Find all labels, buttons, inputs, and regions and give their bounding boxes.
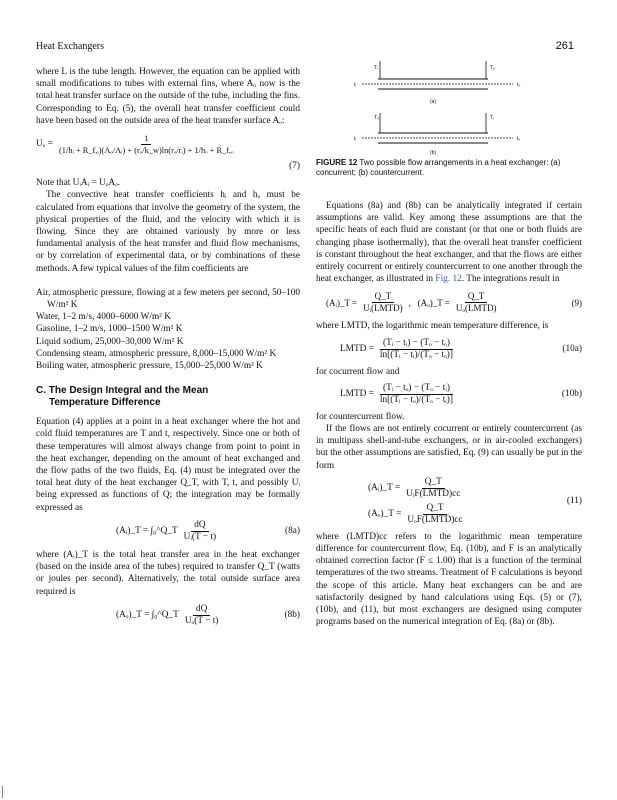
denominator: ln[(Tᵢ − tₒ)/(Tₒ − tᵢ)] <box>379 394 454 405</box>
label-a: (a) <box>430 99 437 105</box>
paragraph: where (LMTD)cc refers to the logarithmic mean temperature difference for countercurrent flow, Eq. (10b), and F is an analytically obtained correction factor (F ≤ 1.00) that is a function of the terminal temperatures of the two streams. Treatment of F calculations is beyond the scope of this article. Many heat exchangers can be and are satisfactorily designed by hand calculations using Eqs. (5) or (7), (10b), and (11), but most exchangers are designed using computer programs based on the numerical integration of Eq. (8a) or (8b). <box>316 531 582 628</box>
text: Equations (8a) and (8b) can be analytically integrated if certain assumptions are valid. Key among these assumptions are that the specific heats of each fluid are constant (or that one or both fluids are changing phase isothermally), that the overall heat transfer coefficient is constant throughout the heat exchanger, and that the flows are either entirely cocurrent or entirely countercurrent to one another through the heat exchanger, as illustrated in <box>316 201 582 285</box>
equation-lhs: (Aₒ)_T = <box>368 509 402 520</box>
denominator: Uₒ(LMTD) <box>455 303 497 314</box>
margin-mark <box>2 786 3 798</box>
numerator: dQ <box>191 520 208 532</box>
paragraph: Note that UᵢAᵢ = UₒAₒ. <box>36 178 121 189</box>
numerator: dQ <box>193 604 210 616</box>
equation-8a <box>36 520 300 543</box>
paragraph: Equation (4) applies at a point in a heat exchanger where the hot and cold fluid temperatures are T and t, respectively. Since one or both of these temperatures will almost always change from point to point in the heat exchanger, depending on the amount of heat exchanged and the flow paths of the two fluids, Eq. (4) must be integrated over the total heat duty of the heat exchanger Q_T, with T, t, and possibly Uᵢ being expressed as functions of Q; the integration may be formally expressed as <box>36 417 300 513</box>
list-item: Condensing steam, atmospheric pressure, 8,000–15,000 W/m² K <box>36 348 277 359</box>
denominator: UₒF(LMTD)cc <box>407 514 463 525</box>
countercurrent-arrangement <box>354 113 520 155</box>
fraction <box>403 477 463 500</box>
equation-11a <box>368 477 469 500</box>
numerator: Q_T <box>422 477 445 489</box>
list-item: Water, 1–2 m/s, 4000–6000 W/m² K <box>36 312 171 323</box>
figure-caption <box>316 158 582 178</box>
concurrent-arrangement <box>354 61 520 105</box>
list-item: Boiling water, atmospheric pressure, 15,000–25,000 W/m² K <box>36 361 263 372</box>
numerator: Q_T <box>423 503 446 515</box>
equation-9 <box>316 291 582 314</box>
equation-lhs: LMTD = <box>340 344 374 355</box>
numerator: Q_T <box>465 291 488 303</box>
flow-arrangement-diagram <box>338 55 560 155</box>
equation-7 <box>36 133 300 156</box>
label-t-in: tᵢ <box>354 82 357 88</box>
equation-10a <box>316 338 582 361</box>
numerator: (Tᵢ − tₒ) − (Tₒ − tᵢ) <box>380 383 453 395</box>
numerator: Q_T <box>372 291 395 303</box>
equation-number: (9) <box>571 297 582 308</box>
fraction <box>377 383 456 406</box>
equation-number: (11) <box>566 496 582 507</box>
section-title-line2: Temperature Difference <box>49 397 161 409</box>
denominator: UᵢF(LMTD)cc <box>406 488 461 499</box>
denominator: Uₒ(T − t) <box>184 615 219 626</box>
denominator: Uᵢ(LMTD) <box>363 303 403 314</box>
equation-lhs: Uₒ = <box>36 139 53 150</box>
equation-lhs: LMTD = <box>340 389 374 400</box>
equation-number: (8a) <box>285 526 300 537</box>
equation-lhs: (Aₒ)_T = ∫₀^Q_T <box>116 610 179 621</box>
denominator: ln[(Tᵢ − tᵢ)/(Tₒ − tₒ)] <box>379 349 454 360</box>
numerator: (Tᵢ − tᵢ) − (Tₒ − tₒ) <box>380 338 453 350</box>
list-item: Gasoline, 1–2 m/s, 1000–1500 W/m² K <box>36 324 183 335</box>
equation-11b <box>368 503 469 526</box>
label-b: (b) <box>430 150 437 155</box>
figure-label: FIGURE 12 <box>316 158 358 167</box>
paragraph: The convective heat transfer coefficients hᵢ and hₒ must be calculated from equations that involve the geometry of the system, the physical properties of the fluid, and the velocity with which it is flowing. Since they are obtained variously by more or less fundamental analysis of the heat transfer and fluid flow mechanisms, or by correlation of experimental data, or by combinations of these methods. A few typical values of the film coefficients are <box>36 190 300 274</box>
equation-11 <box>316 477 582 526</box>
running-title: Heat Exchangers <box>36 41 105 52</box>
label-t-out: tₒ <box>517 136 521 142</box>
label-T-in: Tᵢ <box>374 65 378 71</box>
equation-number: (7) <box>289 161 300 172</box>
fraction <box>404 503 465 526</box>
fraction <box>377 338 456 361</box>
paragraph: for countercurrent flow. <box>316 411 405 422</box>
paragraph: where L is the tube length. However, the equation can be applied with small modifications to tubes with external fins, where Aₒ now is the total heat transfer surface on the outside of the tube, including the fins. Corresponding to Eq. (5), the overall heat transfer coefficient could have been based on the outside area of the heat transfer surface Aₒ: <box>36 67 300 126</box>
paragraph <box>316 200 582 285</box>
caption-text: Two possible flow arrangements in a heat exchanger: (a) concurrent; (b) countercurrent. <box>316 158 561 177</box>
list-item: Liquid sodium, 25,000–30,000 W/m² K <box>36 336 184 347</box>
left-column <box>36 66 300 627</box>
section-heading <box>36 385 300 409</box>
equation-number: (8b) <box>284 610 300 621</box>
section-title-line1: C. The Design Integral and the Mean <box>36 385 209 397</box>
equation-10b <box>316 383 582 406</box>
label-T-out: Tₒ <box>374 115 379 121</box>
equation-lhs: (Aᵢ)_T = ∫₀^Q_T <box>116 526 178 537</box>
numerator: 1 <box>141 133 151 145</box>
fraction <box>56 133 237 156</box>
equation-8b <box>36 604 300 627</box>
paragraph: If the flows are not entirely cocurrent or entirely countercurrent (as in multipass shell-and-tube exchangers, or in air-cooled exchangers) but the other assumptions are satisfied, Eq. (9) can usually be put in the form <box>316 424 582 471</box>
label-t-out: tₒ <box>517 82 521 88</box>
equation-lhs: (Aᵢ)_T = <box>368 483 401 494</box>
paragraph: where (Aᵢ)_T is the total heat transfer area in the heat exchanger (based on the inside area of the tubes) required to transfer Q_T (watts or joules per second). Alternatively, the total outside surface area required is <box>36 549 300 597</box>
fraction <box>360 291 405 314</box>
equation-11-lines <box>316 477 469 526</box>
fraction <box>453 291 500 314</box>
denominator: (1/hᵢ + R_f,ᵢ)(Aₒ/Aᵢ) + (rₒ/k_w)ln(rₒ/rᵢ) + 1/hₒ + R_f,ₒ <box>58 146 234 156</box>
label-t-in: tᵢ <box>354 136 357 142</box>
page-number: 261 <box>555 40 574 52</box>
fraction <box>181 520 219 543</box>
label-T-out: Tₒ <box>490 65 495 71</box>
figure-link[interactable]: Fig. 12 <box>435 274 462 285</box>
film-coefficient-list <box>36 287 300 372</box>
figure-12-diagram <box>338 55 560 155</box>
right-column <box>316 158 582 628</box>
equation-lhs: (Aᵢ)_T = <box>326 297 358 308</box>
equation-lhs: , (Aₒ)_T = <box>408 297 450 308</box>
list-item: Air, atmospheric pressure, flowing at a few meters per second, 50–100 W/m² K <box>36 287 300 311</box>
fraction <box>182 604 222 627</box>
equation-number: (10a) <box>562 344 582 355</box>
equation-number: (10b) <box>561 389 582 400</box>
label-T-in: Tᵢ <box>490 115 494 121</box>
paragraph: for cocurrent flow and <box>316 366 400 377</box>
text: . The integrations result in <box>461 274 560 285</box>
paragraph: where LMTD, the logarithmic mean temperature difference, is <box>316 321 549 332</box>
denominator: Uᵢ(T − t) <box>183 531 217 542</box>
